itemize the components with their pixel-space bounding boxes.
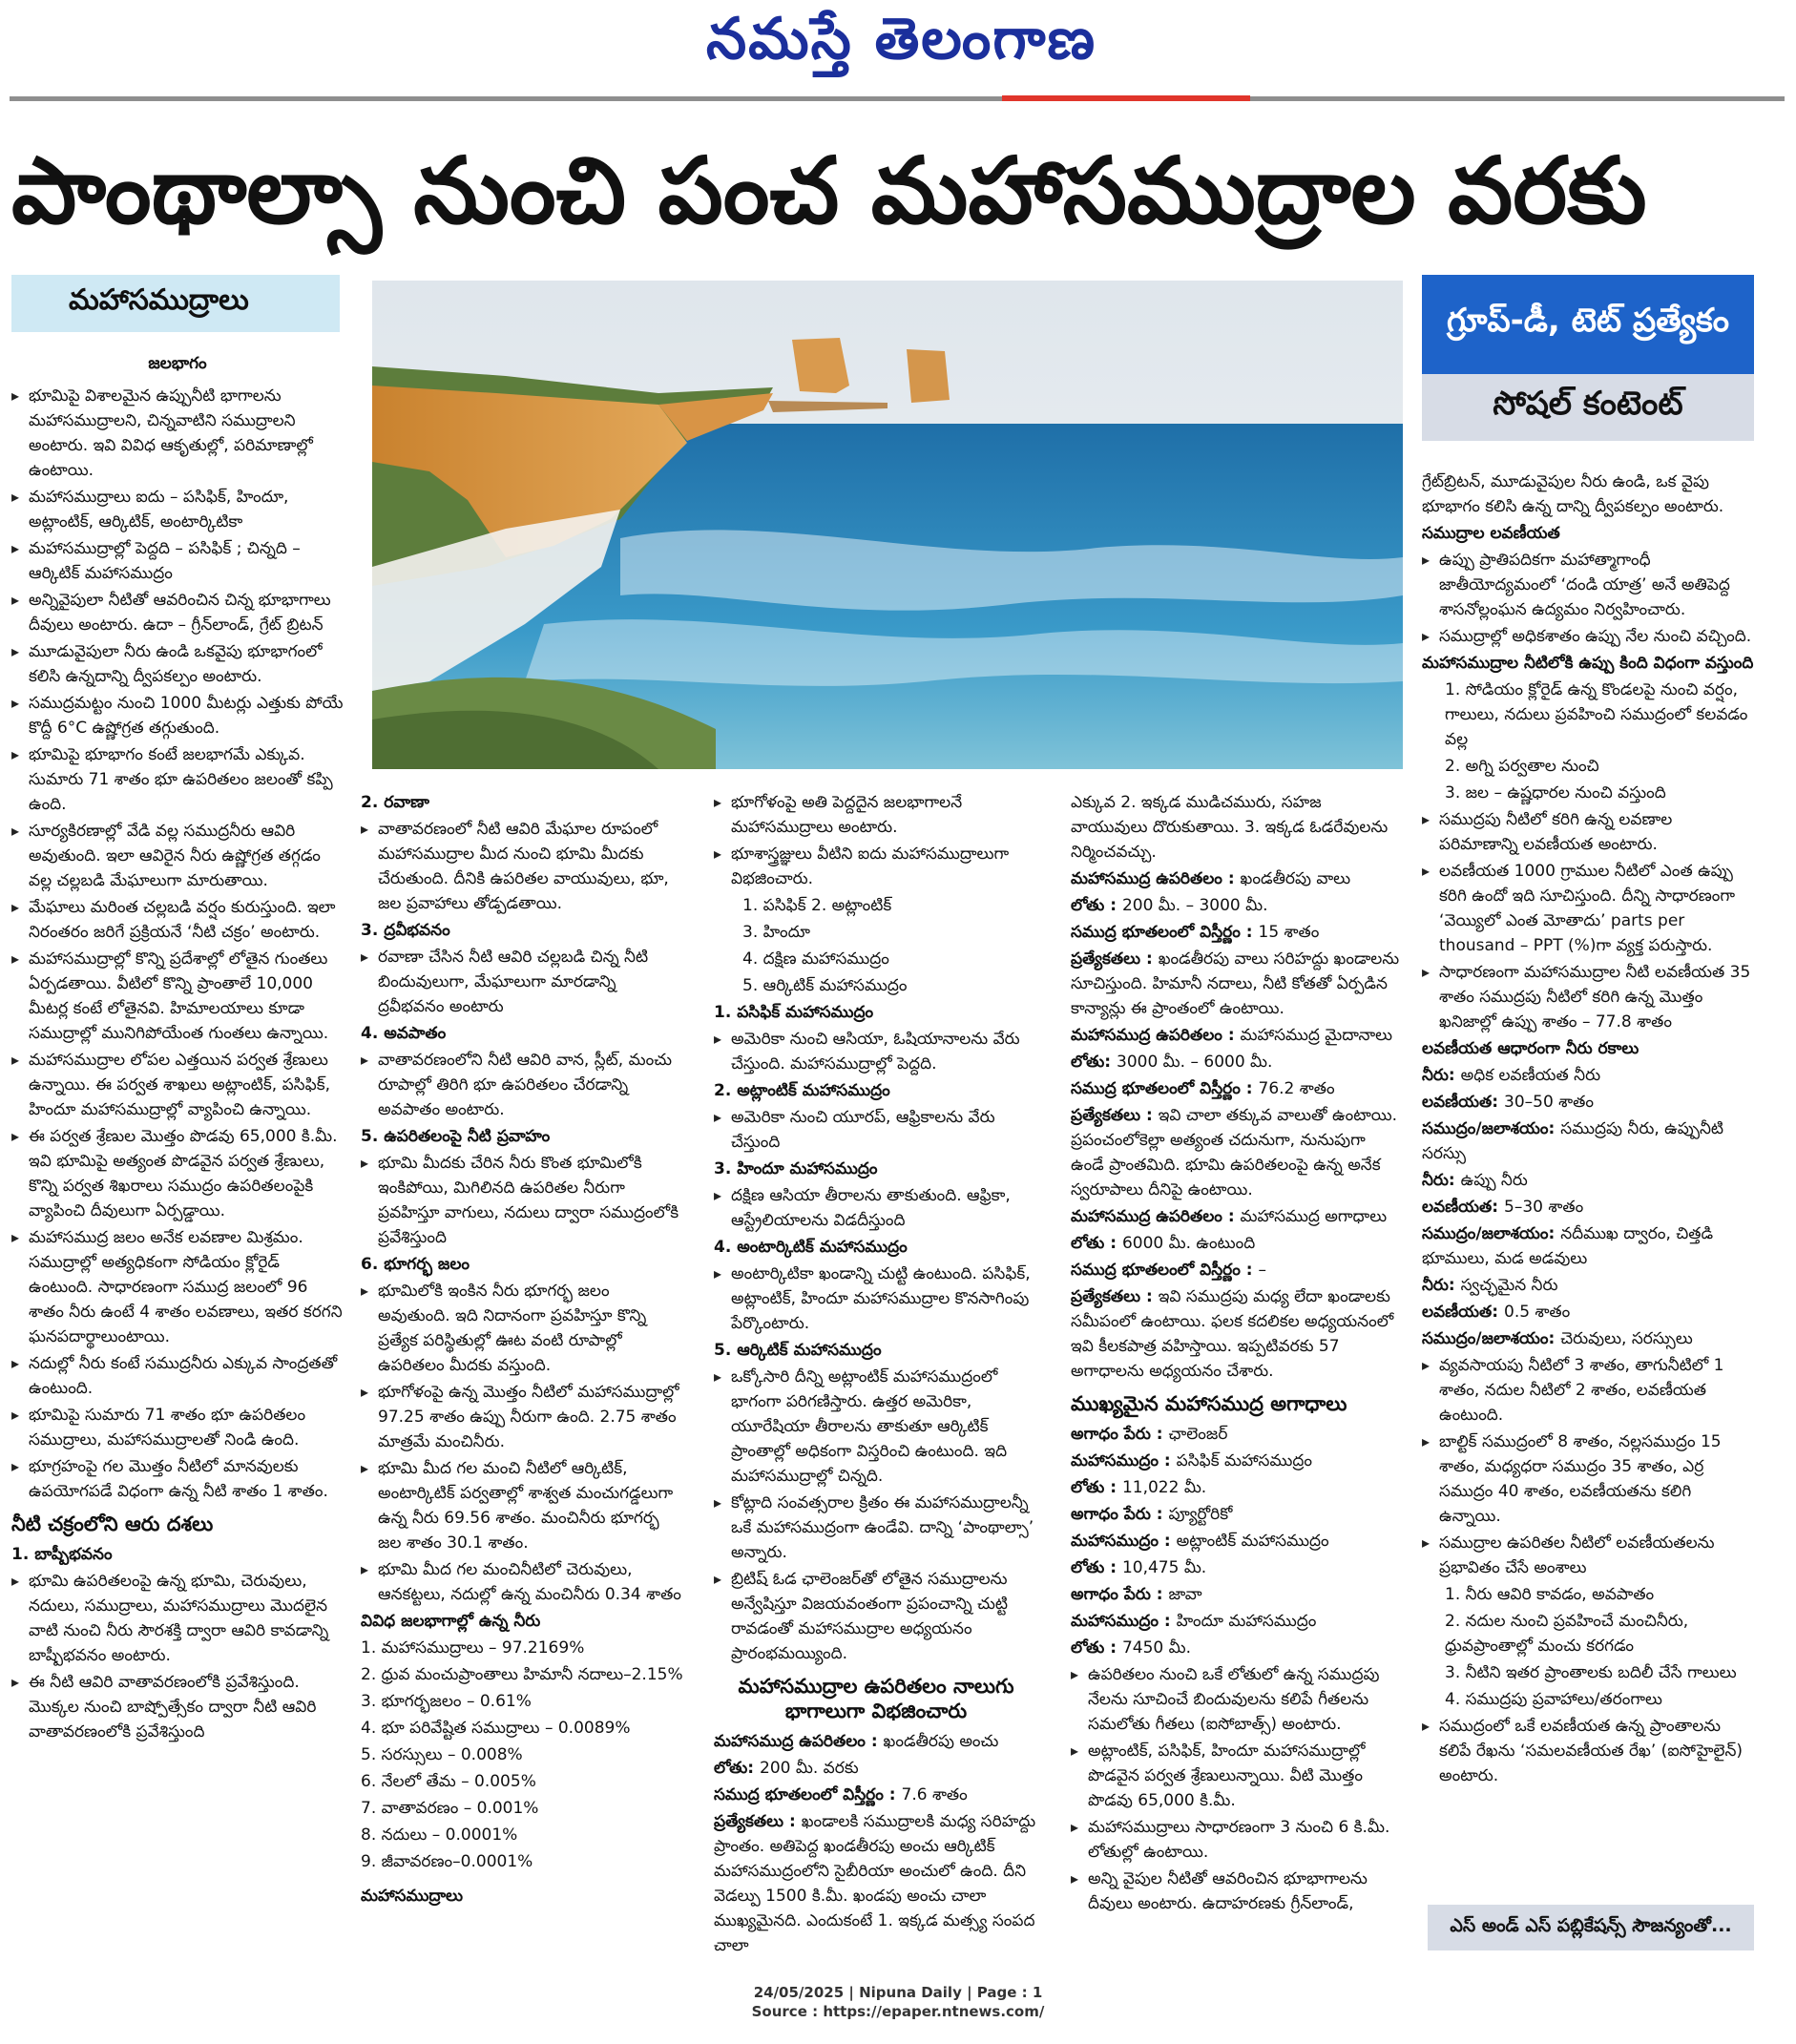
kv-value: సముద్రపు నీరు, ఉప్పునీటి సరస్సు <box>1422 1119 1724 1163</box>
kv-key: లోతు: <box>714 1759 761 1778</box>
kv-row <box>1422 1326 1754 1351</box>
bullet-item: ▸ మహాసముద్ర జలం అనేక లవణాల మిశ్రమం. సముద్రాల్లో అత్యధికంగా సోడియం క్లోరైడ్ ఉంటుంది. సాధారణంగా సముద్ర జలంలో 96 శాతం నీరు ఉంటే 4 శాతం లవణాలు, ఇతర కరగని ఘనపదార్థాలుంటాయి. <box>11 1225 344 1349</box>
footer-date-line: 24/05/2025 | Nipuna Daily | Page : 1 <box>753 1984 1043 2001</box>
step-heading: 3. ద్రవీభవనం <box>361 921 450 940</box>
bullet-item: ▸ మహాసముద్రాల్లో కొన్ని ప్రదేశాల్లో లోతైన గుంతలు ఏర్పడతాయి. వీటిలో కొన్ని ప్రాంతాలే 10,000 మీటర్ల కంటే లోతైనవి. హిమాలయాలు కూడా సముద్రాల్లో మునిగిపోయేంత గుంతలు ఉన్నాయి. <box>11 947 344 1046</box>
kv-value: 15 శాతం <box>1258 923 1320 942</box>
kv-key: లవణీయత: <box>1422 1303 1504 1322</box>
kv-row <box>714 1783 1038 1807</box>
ocean-heading: 4. అంటార్కిటిక్ మహాసముద్రం <box>714 1238 908 1257</box>
trenches-heading: ముఖ్యమైన మహాసముద్ర అగాధాలు <box>1071 1392 1347 1415</box>
kv-key: లోతు : <box>1071 1638 1122 1658</box>
kv-value: ఖండతీరపు వాలు సరిహద్దు ఖండాలను సూచిస్తుంది. హిమానీ నదాలు, నీటి కోతతో ఏర్పడిన కాన్యాన్లు ఈ ప్రాంతంలో ఉంటాయి. <box>1071 949 1400 1018</box>
bullet-item: ▸ అమెరికా నుంచి యూరప్, ఆఫ్రికాలను వేరు చేస్తుంది <box>714 1105 1038 1155</box>
kv-key: ప్రత్యేకతలు : <box>1071 1287 1159 1306</box>
list-item: 7. వాతావరణం – 0.001% <box>361 1799 539 1818</box>
kv-key: సముద్రం/జలాశయం: <box>1422 1119 1561 1138</box>
kv-key: మహాసముద్ర ఉపరితలం : <box>1071 1026 1241 1045</box>
ocean-list-item: 4. దక్షిణ మహాసముద్రం <box>742 949 889 969</box>
kv-key: నీరు: <box>1422 1066 1461 1085</box>
bullet-item: ▸ మహాసముద్రాలు ఐదు – పసిఫిక్, హిందూ, అట్లాంటిక్, ఆర్కిటిక్, అంటార్కిటికా <box>11 485 344 534</box>
bullet-item: ▸ సముద్రాల్లో అధికశాతం ఉప్పు నేల నుంచి వచ్చింది. <box>1422 624 1754 649</box>
bullet-item: ▸ భూమిపై సుమారు 71 శాతం భూ ఉపరితలం సముద్రాలు, మహాసముద్రాలతో నిండి ఉంది. <box>11 1403 344 1452</box>
kv-key: సముద్రం/జలాశయం: <box>1422 1224 1561 1243</box>
ocean-list-item: 5. ఆర్కిటిక్ మహాసముద్రం <box>742 976 908 995</box>
kv-value: ప్యూర్టోరికో <box>1168 1505 1233 1524</box>
kv-value: చెరువులు, సరస్సులు <box>1560 1329 1693 1348</box>
kv-key: లోతు : <box>1071 1234 1122 1253</box>
kv-row <box>1071 1609 1403 1634</box>
masthead-rule-right <box>1250 96 1785 101</box>
bullet-item: ▸ భూమిలోకి ఇంకిన నీరు భూగర్భ జలం అవుతుంది. ఇది నిదానంగా ప్రవహిస్తూ కొన్ని ప్రత్యేక పరిస్థితుల్లో ఊట వంటి రూపాల్లో ఉపరితలం మీదకు వస్తుంది. <box>361 1279 685 1378</box>
kv-row <box>1071 1636 1403 1660</box>
section-heading: లవణీయత ఆధారంగా నీరు రకాలు <box>1422 1039 1639 1058</box>
kv-value: 6000 మీ. ఉంటుంది <box>1121 1234 1256 1253</box>
kv-row <box>1071 947 1403 1021</box>
heading-water-cycle: నీటి చక్రంలోని ఆరు దశలు <box>11 1512 214 1535</box>
kv-row <box>1071 1204 1403 1229</box>
oceans-heading: మహాసముద్రాలు <box>361 1887 463 1906</box>
group-d-tet-badge: గ్రూప్-డీ, టెట్ ప్రత్యేకం <box>1422 275 1754 374</box>
bullet-item: ▸ సముద్రపు నీటిలో కరిగి ఉన్న లవణాల పరిమాణాన్ని లవణీయత అంటారు. <box>1422 807 1754 857</box>
bullet-item: ▸ సముద్రంలో ఒకే లవణీయత ఉన్న ప్రాంతాలను కలిపే రేఖను ‘సమలవణీయత రేఖ’ (ఐసోహైలైన్) అంటారు. <box>1422 1714 1754 1788</box>
kv-key: ప్రత్యేకతలు : <box>1071 1106 1159 1125</box>
kv-key: మహాసముద్రం : <box>1071 1532 1177 1551</box>
bullet-item: ▸ ఒక్కోసారి దీన్ని అట్లాంటిక్ మహాసముద్రంలో భాగంగా పరిగణిస్తారు. ఉత్తర అమెరికా, యూరేషియా తీరాలను తాకుతూ ఆర్కిటిక్ ప్రాంతాల్లో అధికంగా విస్తరించి ఉంటుంది. ఇది మహాసముద్రాల్లో చిన్నది. <box>714 1365 1038 1489</box>
kv-key: అగాధం పేరు : <box>1071 1425 1169 1444</box>
kv-value: మహాసముద్ర మైదానాలు <box>1240 1026 1393 1045</box>
page-footer <box>0 1983 1796 2021</box>
bullet-item: ▸ దక్షిణ ఆసియా తీరాలను తాకుతుంది. ఆఫ్రికా, ఆస్ట్రేలియాలను విడదీస్తుంది <box>714 1183 1038 1233</box>
kv-value: ఖండాలకి సముద్రాలకి మధ్య సరిహద్దు ప్రాంతం. అతిపెద్ద ఖండతీరపు అంచు ఆర్కిటిక్ మహాసముద్రంలోని సైబీరియా అంచులో ఉంది. దీని వెడల్పు 1500 కి.మీ. ఖండపు అంచు చాలా ముఖ్యమైనది. ఎందుకంటే 1. ఇక్కడ మత్స్య సంపద చాలా <box>714 1812 1036 1955</box>
bullet-item: ▸ వ్యవసాయపు నీటిలో 3 శాతం, తాగునీటిలో 1 శాతం, నదుల నీటిలో 2 శాతం, లవణీయత ఉంటుంది. <box>1422 1353 1754 1428</box>
list-item: 8. నదులు – 0.0001% <box>361 1825 518 1845</box>
bullet-item: ▸ భూగోళంపై ఉన్న మొత్తం నీటిలో మహాసముద్రాల్లో 97.25 శాతం ఉప్పు నీరుగా ఉంది. 2.75 శాతం మాత్రమే మంచినీరు. <box>361 1380 685 1454</box>
kv-value: 3000 మీ. – 6000 మీ. <box>1117 1053 1273 1072</box>
kv-row <box>714 1729 1038 1754</box>
kv-value: జావా <box>1168 1585 1202 1604</box>
bullet-item: ▸ ఈ నీటి ఆవిరి వాతావరణంలోకి ప్రవేశిస్తుంది. మొక్కల నుంచి బాష్పోత్సేకం ద్వారా నీటి ఆవిరి వాతావరణంలోకి ప్రవేశిస్తుంది <box>11 1670 344 1744</box>
kv-value: 5–30 శాతం <box>1504 1198 1584 1217</box>
bullet-item: ▸ సాధారణంగా మహాసముద్రాల నీటి లవణీయత 35 శాతం సముద్రపు నీటిలో కరిగి ఉన్న మొత్తం ఖనిజాల్లో ఉప్పు శాతం – 77.8 శాతం <box>1422 960 1754 1034</box>
kv-key: మహాసముద్రం : <box>1071 1451 1177 1470</box>
surface-division-heading: మహాసముద్రాల ఉపరితలం నాలుగు భాగాలుగా విభజించారు <box>738 1675 1014 1722</box>
kv-row <box>1071 920 1403 945</box>
section-heading: సముద్రాల లవణీయత <box>1422 524 1560 543</box>
list-item: 6. నేలలో తేమ – 0.005% <box>361 1772 536 1791</box>
kv-key: సముద్ర భూతలంలో విస్తీర్ణం : <box>714 1785 902 1804</box>
kv-row <box>1422 1300 1754 1324</box>
kv-row <box>1422 1273 1754 1298</box>
kv-row <box>1071 1103 1403 1202</box>
list-item: 2. నదుల నుంచి ప్రవహించే మంచినీరు, ధ్రువప్రాంతాల్లో మంచు కరగడం <box>1445 1612 1689 1656</box>
paragraph: గ్రేట్‌బ్రిటన్, మూడువైపుల నీరు ఉండి, ఒక వైపు భూభాగం కలిసి ఉన్న దాన్ని ద్వీపకల్పం అంటారు. <box>1422 472 1724 516</box>
kv-key: లోతు: <box>1071 1053 1117 1072</box>
kv-row <box>1422 1168 1754 1193</box>
bullet-item: ▸ ఉపరితలం నుంచి ఒకే లోతులో ఉన్న సముద్రపు నేలను సూచించే బిందువులను కలిపే గీతలను సమలోతు గీతలు (ఐసోబాత్స్) అంటారు. <box>1071 1662 1403 1737</box>
bullet-item: ▸ భూమి ఉపరితలంపై ఉన్న భూమి, చెరువులు, నదులు, సముద్రాలు, మహాసముద్రాలు మొదలైన వాటి నుంచి నీరు సౌరశక్తి ద్వారా ఆవిరి కావడాన్ని బాష్పీభవనం అంటారు. <box>11 1569 344 1668</box>
step-heading: 5. ఉపరితలంపై నీటి ప్రవాహం <box>361 1127 551 1146</box>
bullet-item: ▸ కోట్లాది సంవత్సరాల క్రితం ఈ మహాసముద్రాలన్నీ ఒకే మహాసముద్రంగా ఉండేవి. దాన్ని ‘పాంథాల్సా’ అన్నారు. <box>714 1491 1038 1565</box>
bullet-item: ▸ ఉప్పు ప్రాతిపదికగా మహాత్మాగాంధీ జాతీయోద్యమంలో ‘దండి యాత్ర’ అనే అతిపెద్ద శాసనోల్లంఘన ఉద్యమం నిర్వహించారు. <box>1422 548 1754 622</box>
ocean-cliffs-photo <box>372 281 1403 769</box>
kv-row <box>1071 1475 1403 1500</box>
kv-key: మహాసముద్ర ఉపరితలం : <box>714 1732 884 1751</box>
kv-value: ఖండతీరపు వాలు <box>1240 869 1351 888</box>
ocean-list-item: 3. హిందూ <box>742 923 810 942</box>
masthead <box>0 0 1796 99</box>
column-4 <box>1071 790 1403 1992</box>
bullet-item: ▸ భూమిపై విశాలమైన ఉప్పునీటి భాగాలను మహాసముద్రాలని, చిన్నవాటిని సముద్రాలని అంటారు. ఇవి వివిధ ఆకృతుల్లో, పరిమాణాల్లో ఉంటాయి. <box>11 384 344 483</box>
list-item: 1. సోడియం క్లోరైడ్ ఉన్న కొండలపై నుంచి వర్షం, గాలులు, నదులు ప్రవహించి సముద్రంలో కలవడం వల్ల <box>1445 680 1748 749</box>
bullet-item: ▸ రవాణా చేసిన నీటి ఆవిరి చల్లబడి చిన్న నీటి బిందువులుగా, మేఘాలుగా మారడాన్ని ద్రవీభవనం అంటారు <box>361 945 685 1019</box>
subheading-jalabhagam: జలభాగం <box>148 354 207 373</box>
kv-value: – <box>1258 1261 1266 1280</box>
kv-key: లోతు : <box>1071 1478 1122 1497</box>
kv-row <box>1071 1050 1403 1074</box>
kv-value: అధిక లవణీయత నీరు <box>1460 1066 1601 1085</box>
kv-row <box>1071 1284 1403 1384</box>
kv-row <box>1071 1023 1403 1048</box>
bullet-item: ▸ బ్రిటిష్ ఓడ ఛాలెంజర్‌తో లోతైన సముద్రాలను అన్వేషిస్తూ విజయవంతంగా ప్రపంచాన్ని చుట్టి రావడంతో మహాసముద్రాల అధ్యయనం ప్రారంభమయ్యింది. <box>714 1567 1038 1666</box>
bullet-item: ▸ అన్నివైపులా నీటితో ఆవరించిన చిన్న భూభాగాలు దీవులు అంటారు. ఉదా – గ్రీన్‌లాండ్, గ్రేట్ బ్రిటన్ <box>11 588 344 637</box>
bullet-item: ▸ బాల్టిక్ సముద్రంలో 8 శాతం, నల్లసముద్రం 15 శాతం, మధ్యధరా సముద్రం 35 శాతం, ఎర్ర సముద్రం 40 శాతం, లవణీయతను కలిగి ఉన్నాయి. <box>1422 1429 1754 1529</box>
kv-key: ప్రత్యేకతలు : <box>1071 949 1159 969</box>
kv-key: లవణీయత: <box>1422 1198 1504 1217</box>
kv-key: నీరు: <box>1422 1276 1461 1295</box>
kv-row <box>1071 1555 1403 1580</box>
kv-key: అగాధం పేరు : <box>1071 1505 1169 1524</box>
list-item: 3. జల – ఉష్ణధారల నుంచి వస్తుంది <box>1445 783 1666 803</box>
kv-value: 11,022 మీ. <box>1121 1478 1207 1497</box>
kv-row <box>714 1756 1038 1781</box>
bullet-item: ▸ ఈ పర్వత శ్రేణుల మొత్తం పొడవు 65,000 కి.మీ. ఇవి భూమిపై అత్యంత పొడవైన పర్వత శ్రేణులు, కొన్ని పర్వత శిఖరాలు సముద్రం ఉపరితలంపైకి వ్యాపించి దీవులుగా ఏర్పడ్డాయి. <box>11 1124 344 1223</box>
column-5 <box>1422 469 1754 1901</box>
column-2 <box>361 790 685 1992</box>
bullet-item: ▸ అన్ని వైపుల నీటితో ఆవరించిన భూభాగాలను దీవులు అంటారు. ఉదాహరణకు గ్రీన్‌లాండ్, <box>1071 1867 1403 1916</box>
kv-row <box>1071 866 1403 891</box>
bullet-item: ▸ భూమి మీద గల మంచినీటిలో చెరువులు, ఆనకట్టలు, నదుల్లో ఉన్న మంచినీరు 0.34 శాతం <box>361 1557 685 1607</box>
kv-row <box>1071 1582 1403 1607</box>
kv-key: సముద్రం/జలాశయం: <box>1422 1329 1561 1348</box>
ocean-heading: 1. పసిఫిక్ మహాసముద్రం <box>714 1003 874 1022</box>
list-item: 2. అగ్ని పర్వతాల నుంచి <box>1445 757 1599 776</box>
bullet-item: ▸ అంటార్కిటికా ఖండాన్ని చుట్టి ఉంటుంది. పసిఫిక్, అట్లాంటిక్, హిందూ మహాసముద్రాల కొనసాగింపు పేర్కొంటారు. <box>714 1262 1038 1336</box>
kv-row <box>714 1809 1038 1958</box>
kv-row <box>1422 1221 1754 1271</box>
kv-value: ఖండతీరపు అంచు <box>883 1732 999 1751</box>
ocean-heading: 5. ఆర్కిటిక్ మహాసముద్రం <box>714 1341 882 1360</box>
kv-value: 200 మీ. వరకు <box>760 1759 859 1778</box>
bullet-item: ▸ మేఘాలు మరింత చల్లబడి వర్షం కురుస్తుంది. ఇలా నిరంతరం జరిగే ప్రక్రియనే ‘నీటి చక్రం’ అంటారు. <box>11 895 344 945</box>
section-tab: మహాసముద్రాలు <box>11 275 340 332</box>
kv-row <box>1422 1116 1754 1166</box>
kv-value: 0.5 శాతం <box>1504 1303 1571 1322</box>
kv-value: 200 మీ. – 3000 మీ. <box>1121 896 1268 915</box>
kv-value: ఛాలెంజర్ <box>1168 1425 1228 1444</box>
bullet-item: ▸ మూడువైపులా నీరు ఉండి ఒకవైపు భూభాగంలో కలిసి ఉన్నదాన్ని ద్వీపకల్పం అంటారు. <box>11 639 344 689</box>
kv-row <box>1422 1090 1754 1115</box>
list-item: 1. మహాసముద్రాలు – 97.2169% <box>361 1638 585 1658</box>
page-headline: పాంథాల్సా నుంచి పంచ మహాసముద్రాల వరకు <box>11 137 1647 244</box>
bullet-item: ▸ మహాసముద్రాలు సాధారణంగా 3 నుంచి 6 కి.మీ. లోతుల్లో ఉంటాయి. <box>1071 1815 1403 1865</box>
bullet-item: ▸ వాతావరణంలోని నీటి ఆవిరి వాన, స్లీట్, మంచు రూపాల్లో తిరిగి భూ ఉపరితలం చేరడాన్ని అవపాతం అంటారు. <box>361 1048 685 1122</box>
kv-key: మహాసముద్రం : <box>1071 1612 1177 1631</box>
kv-row <box>1071 893 1403 918</box>
step-heading: 1. బాష్పీభవనం <box>11 1545 113 1564</box>
ocean-heading: 2. అట్లాంటిక్ మహాసముద్రం <box>714 1081 890 1100</box>
bullet-item: ▸ భూమిపై భూభాగం కంటే జలభాగమే ఎక్కువ. సుమారు 71 శాతం భూ ఉపరితలం జలంతో కప్పి ఉంది. <box>11 742 344 817</box>
bullet-item: ▸ భూశాస్త్రజ్ఞులు వీటిని ఐదు మహాసముద్రాలుగా విభజించారు. <box>714 842 1038 891</box>
list-item: 5. సరస్సులు – 0.008% <box>361 1745 523 1764</box>
kv-row <box>1422 1195 1754 1220</box>
bullet-item: ▸ నదుల్లో నీరు కంటే సముద్రనీరు ఎక్కువ సాంద్రతతో ఉంటుంది. <box>11 1351 344 1401</box>
kv-key: లవణీయత: <box>1422 1093 1504 1112</box>
ocean-heading: 3. హిందూ మహాసముద్రం <box>714 1159 878 1178</box>
kv-value: 7.6 శాతం <box>901 1785 968 1804</box>
kv-value: స్వచ్ఛమైన నీరు <box>1460 1276 1558 1295</box>
kv-key: సముద్ర భూతలంలో విస్తీర్ణం : <box>1071 923 1259 942</box>
bullet-item: ▸ సముద్రమట్టం నుంచి 1000 మీటర్లు ఎత్తుకు పోయే కొద్దీ 6°C ఉష్ణోగ్రత తగ్గుతుంది. <box>11 691 344 740</box>
list-title: వివిధ జలభాగాల్లో ఉన్న నీరు <box>361 1612 541 1631</box>
kv-value: 30–50 శాతం <box>1504 1093 1595 1112</box>
kv-value: ఉప్పు నీరు <box>1460 1171 1528 1190</box>
kv-key: సముద్ర భూతలంలో విస్తీర్ణం : <box>1071 1261 1259 1280</box>
kv-row <box>1071 1231 1403 1256</box>
bullet-item: ▸ లవణీయత 1000 గ్రాముల నీటిలో ఎంత ఉప్పు కరిగి ఉందో ఇది సూచిస్తుంది. దీన్ని సాధారణంగా ‘వెయ్యిలో ఎంత మోతాదు’ parts per thousand – PPT (%)గా వ్యక్త పరుస్తారు. <box>1422 859 1754 958</box>
bullet-item: ▸ భూగ్రహంపై గల మొత్తం నీటిలో మానవులకు ఉపయోగపడే విధంగా ఉన్న నీటి శాతం 1 శాతం. <box>11 1454 344 1504</box>
kv-row <box>1071 1502 1403 1527</box>
publisher-credit: ఎస్ అండ్ ఎస్ పబ్లికేషన్స్ సౌజన్యంతో... <box>1428 1905 1754 1950</box>
kv-value: ఇవి చాలా తక్కువ వాలుతో ఉంటాయి. ప్రపంచంలోకెల్లా అత్యంత చదునుగా, నునుపుగా ఉండే ప్రాంతమిది. భూమి ఉపరితలంపై ఉన్న అనేక స్వరూపాలు దీనిపై ఉంటాయి. <box>1071 1106 1398 1199</box>
column-3 <box>714 790 1038 1992</box>
kv-value: నదీముఖ ద్వారం, చిత్తడి భూములు, మడ అడవులు <box>1422 1224 1714 1268</box>
kv-value: హిందూ మహాసముద్రం <box>1176 1612 1317 1631</box>
social-content-badge: సోషల్ కంటెంట్ <box>1422 374 1754 441</box>
bullet-item: ▸ అమెరికా నుంచి ఆసియా, ఓషియానాలను వేరు చేస్తుంది. మహాసముద్రాల్లో పెద్దది. <box>714 1027 1038 1076</box>
section-heading: మహాసముద్రాల నీటిలోకి ఉప్పు కింది విధంగా వస్తుంది <box>1422 654 1754 673</box>
masthead-rule-left <box>10 96 1002 101</box>
kv-value: ఇవి సముద్రపు మధ్య లేదా ఖండాలకు సమీపంలో ఉంటాయి. ఫలక కదలికల అధ్యయనంలో ఇవి కీలకపాత్ర వహిస్తాయి. ఇప్పటివరకు 57 అగాధాలను అధ్యయనం చేశారు. <box>1071 1287 1394 1381</box>
step-heading: 6. భూగర్భ జలం <box>361 1255 470 1274</box>
footer-source-link[interactable]: Source : https://epaper.ntnews.com/ <box>751 2003 1045 2020</box>
kv-value: 7450 మీ. <box>1121 1638 1191 1658</box>
kv-key: ప్రత్యేకతలు : <box>714 1812 802 1831</box>
paragraph: ఎక్కువ 2. ఇక్కడ ముడిచమురు, సహజ వాయువులు దొరుకుతాయి. 3. ఇక్కడ ఓడరేవులను నిర్మించవచ్చు. <box>1071 793 1389 862</box>
kv-value: 10,475 మీ. <box>1121 1558 1207 1577</box>
kv-row <box>1071 1449 1403 1473</box>
kv-value: మహాసముద్ర అగాధాలు <box>1240 1207 1388 1226</box>
kv-key: సముద్ర భూతలంలో విస్తీర్ణం : <box>1071 1079 1259 1098</box>
kv-value: పసిఫిక్ మహాసముద్రం <box>1176 1451 1312 1470</box>
kv-key: మహాసముద్ర ఉపరితలం : <box>1071 869 1241 888</box>
kv-value: 76.2 శాతం <box>1258 1079 1335 1098</box>
bullet-item: ▸ అట్లాంటిక్, పసిఫిక్, హిందూ మహాసముద్రాల్లో పొడవైన పర్వత శ్రేణులున్నాయి. వీటి మొత్తం పొడవు 65,000 కి.మీ. <box>1071 1739 1403 1813</box>
bullet-item: ▸ భూమి మీదకు చేరిన నీరు కొంత భూమిలోకి ఇంకిపోయి, మిగిలినది ఉపరితల నీరుగా ప్రవహిస్తూ వాగులు, నదులు ద్వారా సముద్రంలోకి ప్రవేశిస్తుంది <box>361 1151 685 1250</box>
kv-row <box>1422 1063 1754 1088</box>
bullet-item: ▸ భూమి మీద గల మంచి నీటిలో ఆర్కిటిక్, అంటార్కిటిక్ పర్వతాల్లో శాశ్వత మంచుగడ్డలుగా ఉన్న నీరు 69.56 శాతం. మంచినీరు భూగర్భ జల శాతం 30.1 శాతం. <box>361 1456 685 1555</box>
bullet-item: ▸ మహాసముద్రాల లోపల ఎత్తయిన పర్వత శ్రేణులు ఉన్నాయి. ఈ పర్వత శాఖలు అట్లాంటిక్, పసిఫిక్, హిందూ మహాసముద్రాల్లో వ్యాపించి ఉన్నాయి. <box>11 1048 344 1122</box>
kv-key: మహాసముద్ర ఉపరితలం : <box>1071 1207 1241 1226</box>
list-item: 9. జీవావరణం–0.0001% <box>361 1852 533 1871</box>
ocean-list-item: 1. పసిఫిక్ 2. అట్లాంటిక్ <box>742 896 892 915</box>
kv-key: నీరు: <box>1422 1171 1461 1190</box>
bullet-item: ▸ సూర్యకిరణాల్లో వేడి వల్ల సముద్రనీరు ఆవిరి అవుతుంది. ఇలా ఆవిరైన నీరు ఉష్ణోగ్రత తగ్గడం వల్ల చల్లబడి మేఘాలుగా మారుతాయి. <box>11 819 344 893</box>
list-item: 4. భూ పరివేష్టిత సముద్రాలు – 0.0089% <box>361 1719 631 1738</box>
column-1 <box>11 345 344 1987</box>
kv-row <box>1071 1076 1403 1101</box>
kv-row <box>1071 1258 1403 1283</box>
list-item: 2. ధ్రువ మంచుప్రాంతాలు హిమానీ నదాలు–2.15% <box>361 1665 683 1684</box>
step-heading: 2. రవాణా <box>361 793 429 812</box>
newspaper-logo[interactable]: నమస్తే తెలంగాణ <box>706 6 1097 73</box>
bullet-item: ▸ సముద్రాల ఉపరితల నీటిలో లవణీయతలను ప్రభావితం చేసే అంశాలు <box>1422 1531 1754 1580</box>
kv-key: లోతు : <box>1071 896 1122 915</box>
masthead-rule-accent <box>1002 95 1250 101</box>
bullet-item: ▸ మహాసముద్రాల్లో పెద్దది – పసిఫిక్ ; చిన్నది – ఆర్కిటిక్ మహాసముద్రం <box>11 536 344 586</box>
kv-row <box>1071 1422 1403 1447</box>
list-item: 4. సముద్రపు ప్రవాహాలు/తరంగాలు <box>1445 1690 1662 1709</box>
list-item: 3. భూగర్భజలం – 0.61% <box>361 1692 532 1711</box>
kv-row <box>1071 1529 1403 1554</box>
kv-key: లోతు : <box>1071 1558 1122 1577</box>
kv-key: అగాధం పేరు : <box>1071 1585 1169 1604</box>
bullet-item: ▸ భూగోళంపై అతి పెద్దదైన జలభాగాలనే మహాసముద్రాలు అంటారు. <box>714 790 1038 840</box>
step-heading: 4. అవపాతం <box>361 1024 447 1043</box>
bullet-item: ▸ వాతావరణంలో నీటి ఆవిరి మేఘాల రూపంలో మహాసముద్రాల మీద నుంచి భూమి మీదకు చేరుతుంది. దీనికి ఉపరితల వాయువులు, భూ, జల ప్రవాహాలు తోడ్పడతాయి. <box>361 817 685 916</box>
list-item: 1. నీరు ఆవిరి కావడం, అవపాతం <box>1445 1585 1655 1604</box>
list-item: 3. నీటిని ఇతర ప్రాంతాలకు బదిలీ చేసే గాలులు <box>1445 1663 1737 1682</box>
kv-value: అట్లాంటిక్ మహాసముద్రం <box>1176 1532 1329 1551</box>
